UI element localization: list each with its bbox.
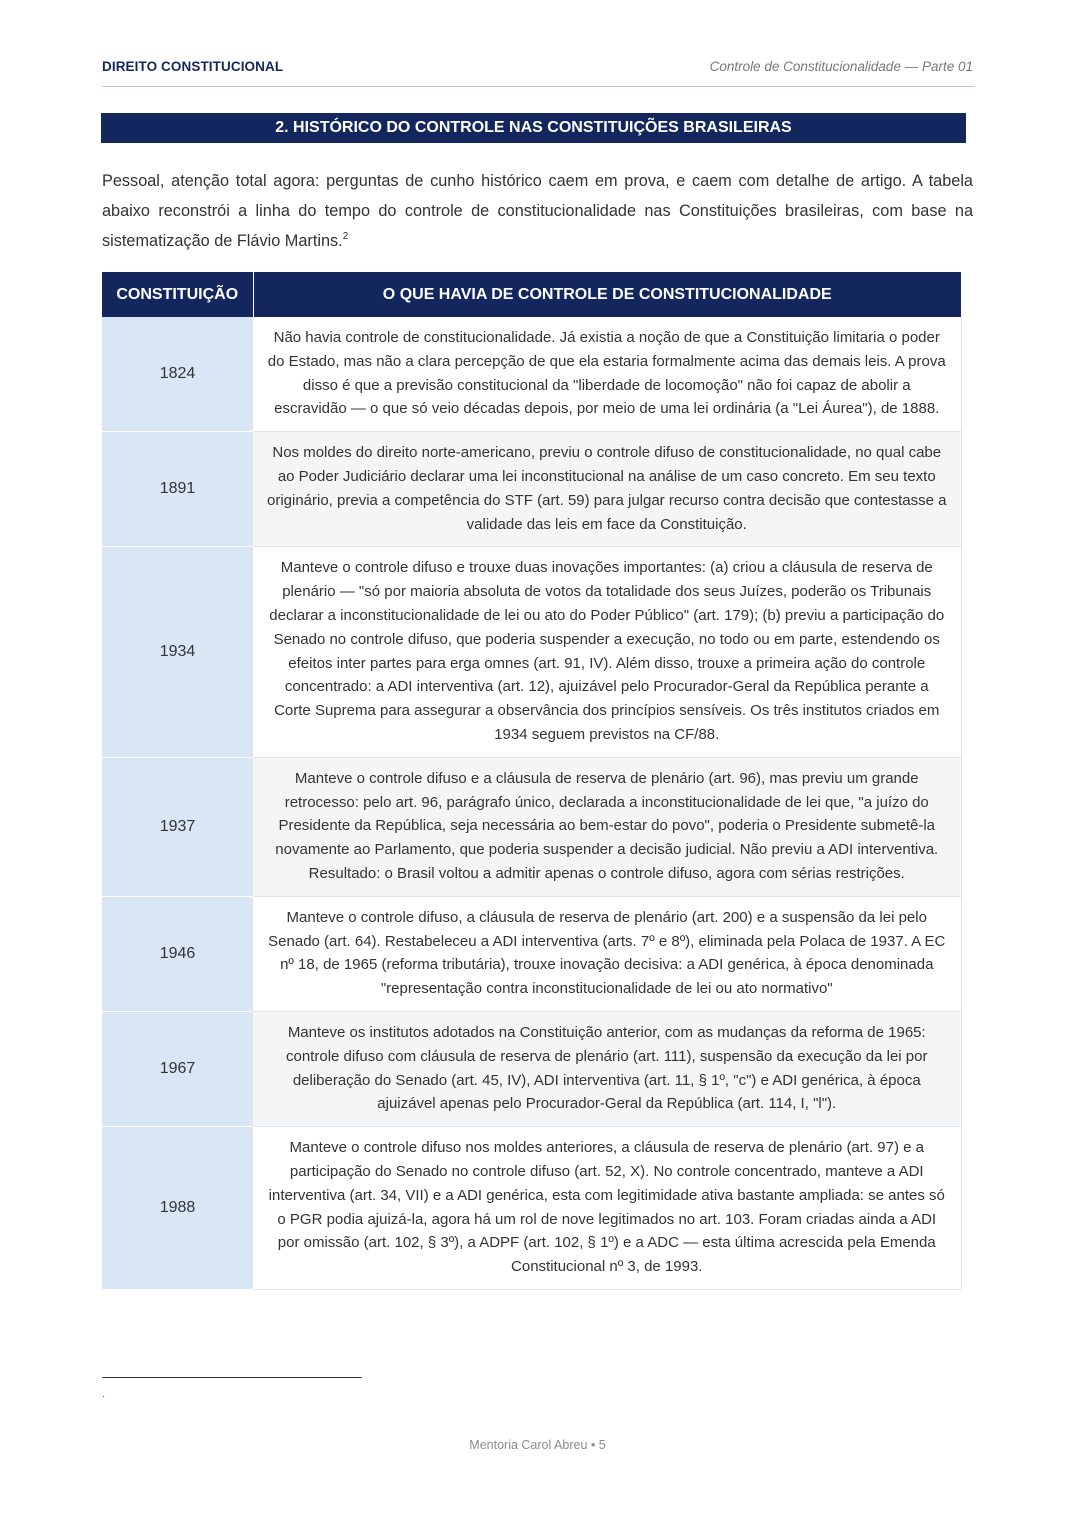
table-row [102, 317, 961, 432]
table-header-row [102, 272, 961, 317]
table-row [102, 1011, 961, 1126]
row-description: Não havia controle de constitucionalidade. Já existia a noção de que a Constituição limitaria o poder do Estado, mas não a clara percepção de que ela estaria formalmente acima das demais leis. A prova disso é que a previsão constitucional da "liberdade de locomoção" não foi capaz de abolir a escravidão — o que só veio décadas depois, por meio de uma lei ordinária (a "Lei Áurea"), de 1888. [253, 317, 961, 432]
row-year: 1946 [102, 896, 253, 1011]
row-description: Manteve o controle difuso, a cláusula de reserva de plenário (art. 200) e a suspensão da lei pelo Senado (art. 64). Restabeleceu a ADI interventiva (arts. 7º e 8º), eliminada pela Polaca de 1937. A EC nº 18, de 1965 (reforma tributária), trouxe inovação decisiva: a ADI genérica, à época denominada "representação contra inconstitucionalidade de lei ou ato normativo" [253, 896, 961, 1011]
intro-text: Pessoal, atenção total agora: perguntas de cunho histórico caem em prova, e caem com detalhe de artigo. A tabela abaixo reconstrói a linha do tempo do controle de constitucionalidade nas Constituições brasileiras, com base na sistematização de Flávio Martins. [102, 172, 973, 250]
row-year: 1891 [102, 432, 253, 547]
footnote-divider [102, 1377, 362, 1378]
row-description: Manteve os institutos adotados na Constituição anterior, com as mudanças da reforma de 1965: controle difuso com cláusula de reserva de plenário (art. 111), suspensão da execução da lei por deliberação do Senado (art. 45, IV), ADI interventiva (art. 11, § 1º, "c") e ADI genérica, à época ajuizável apenas pelo Procurador-Geral da República (art. 114, I, "l"). [253, 1011, 961, 1126]
header-subject: DIREITO CONSTITUCIONAL [102, 58, 284, 74]
row-year: 1988 [102, 1127, 253, 1290]
intro-paragraph [102, 166, 973, 256]
header-topic: Controle de Constitucionalidade — Parte 01 [709, 58, 973, 74]
table-row [102, 432, 961, 547]
table-row [102, 547, 961, 757]
constitutions-table [102, 272, 962, 1290]
page-header [102, 54, 973, 78]
row-year: 1934 [102, 547, 253, 757]
row-description: Manteve o controle difuso nos moldes anteriores, a cláusula de reserva de plenário (art. 97) e a participação do Senado no controle difuso (art. 52, X). No controle concentrado, manteve a ADI interventiva (art. 34, VII) e a ADI genérica, esta com legitimidade ativa bastante ampliada: se antes só o PGR podia ajuizá-la, agora há um rol de nove legitimados no art. 103. Foram criadas ainda a ADI por omissão (art. 102, § 3º), a ADPF (art. 102, § 1º) e a ADC — esta última acrescida pela Emenda Constitucional nº 3, de 1993. [253, 1127, 961, 1290]
page-footer: Mentoria Carol Abreu • 5 [469, 1438, 606, 1452]
column-header-control: O QUE HAVIA DE CONTROLE DE CONSTITUCIONALIDADE [253, 272, 961, 317]
table-row [102, 757, 961, 896]
header-divider [102, 86, 975, 87]
section-title: 2. HISTÓRICO DO CONTROLE NAS CONSTITUIÇÕES BRASILEIRAS [101, 113, 966, 143]
row-year: 1937 [102, 757, 253, 896]
footnote-reference[interactable]: 2 [342, 231, 349, 242]
row-year: 1967 [102, 1011, 253, 1126]
row-description: Manteve o controle difuso e a cláusula de reserva de plenário (art. 96), mas previu um grande retrocesso: pelo art. 96, parágrafo único, declarada a inconstitucionalidade de lei que, "a juízo do Presidente da República, seja necessária ao bem-estar do povo", poderia o Presidente submetê-la novamente ao Parlamento, que poderia suspender a decisão judicial. Não previu a ADI interventiva. Resultado: o Brasil voltou a admitir apenas o controle difuso, agora com sérias restrições. [253, 757, 961, 896]
row-description: Manteve o controle difuso e trouxe duas inovações importantes: (a) criou a cláusula de reserva de plenário — "só por maioria absoluta de votos da totalidade dos seus Juízes, poderão os Tribunais declarar a inconstitucionalidade de lei ou ato do Poder Público" (art. 179); (b) previu a participação do Senado no controle difuso, que poderia suspender a execução, no todo ou em parte, estendendo os efeitos inter partes para erga omnes (art. 91, IV). Além disso, trouxe a primeira ação do controle concentrado: a ADI interventiva (art. 12), ajuizável pelo Procurador-Geral da República perante a Corte Suprema para assegurar a observância dos princípios sensíveis. Os três institutos criados em 1934 seguem previstos na CF/88. [253, 547, 961, 757]
row-year: 1824 [102, 317, 253, 432]
footnote-text: . [102, 1388, 106, 1400]
table-row [102, 896, 961, 1011]
column-header-constitution: CONSTITUIÇÃO [102, 272, 253, 317]
table-row [102, 1127, 961, 1290]
row-description: Nos moldes do direito norte-americano, previu o controle difuso de constitucionalidade, no qual cabe ao Poder Judiciário declarar uma lei inconstitucional na análise de um caso concreto. Em seu texto originário, previa a competência do STF (art. 59) para julgar recurso contra decisão que contestasse a validade das leis em face da Constituição. [253, 432, 961, 547]
